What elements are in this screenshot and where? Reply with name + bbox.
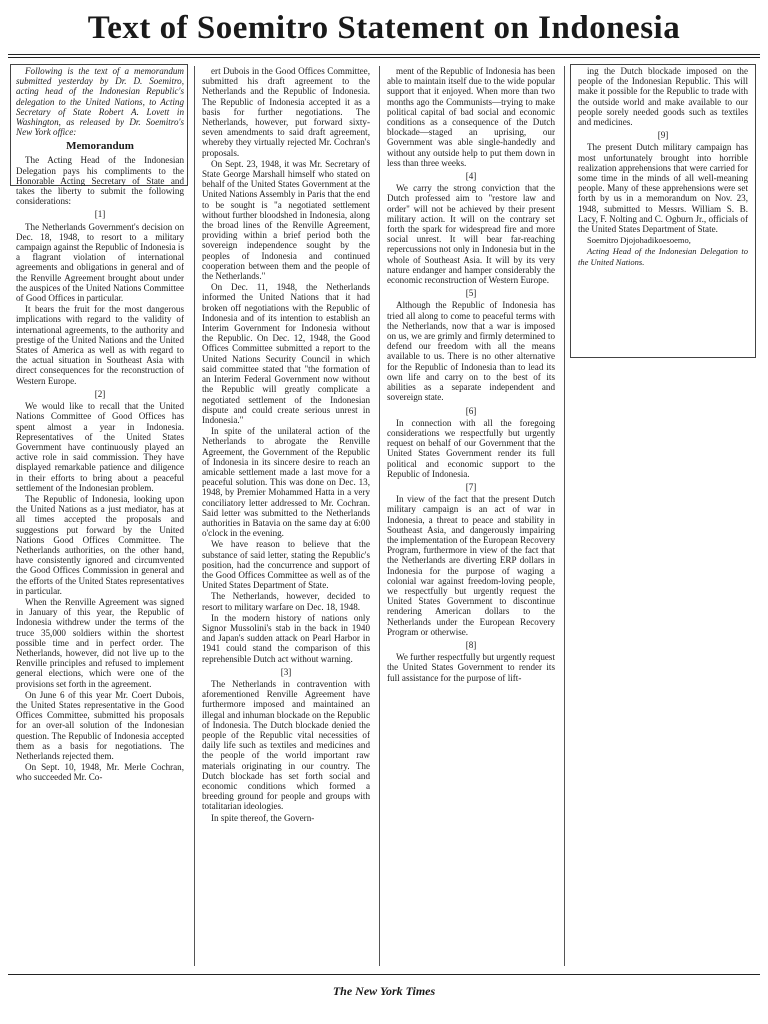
section-number: [4] [465,171,477,182]
paragraph: In spite thereof, the Govern- [211,812,315,823]
top-rule [8,54,760,55]
paragraph: On Sept. 23, 1948, it was Mr. Secretary of State George Marshall himself who stated on behalf of the United States Government at the United Nations Assembly in Paris that the end to be sought is "a negotiated settlement without further bloodshed in Indonesia, along the broad lines of the Renville Agreement, providing within a brief period both the sovereign independence sought by the peoples of Indonesia and continued cooperation between them and the people of the Netherlands." [202,158,370,282]
section-number: [6] [465,405,477,416]
section-number: [9] [657,130,669,141]
paragraph: We carry the strong conviction that the Dutch professed aim to "restore law and order" will not be achieved by their present military action. It will on the contrary set forth the spark for widespread fire and more social unrest. It will bear far-reaching repercussions not only in Indonesia but in the whole of Southeast Asia. It will by its very nature endanger and hamper considerably the economic reconstruction of Western Europe. [387,183,555,286]
paragraph: It bears the fruit for the most dangerous implications with regard to the validity of international agreements, to the authority and prestige of the United Nations and the United States of America as well as with regard to the actual situation in Southeast Asia with direct consequences for the reconstruction of Western Europe. [16,304,184,386]
section-number: [2] [94,388,106,399]
paragraph: On Dec. 11, 1948, the Netherlands informed the United Nations that it had broken off negotiations with the Republic of Indonesia and of its intention to establish an Interim Government for Indonesia without the Republic. On Dec. 12, 1948, the Good Offices Committee submitted a report to the United Nations Security Council in which said committee stated that "the formation of an Interim Federal Government now without the Republic will greatly complicate a negotiated settlement of the Indonesian dispute and could create serious unrest in Indonesia." [202,282,370,425]
paragraph: On June 6 of this year Mr. Coert Dubois, the United States representative in the Good Offices Committee, submitted his proposals for an over-all solution of the Indonesian question. The Republic of Indonesia accepted them as a basis for negotiations. The Netherlands rejected them. [16,689,184,761]
headline: Text of Soemitro Statement on Indonesia [87,10,681,46]
column-1 [16,66,184,971]
section-number: [5] [465,288,477,299]
paragraph: The Netherlands, however, decided to resort to military warfare on Dec. 18, 1948. [202,591,370,612]
paragraph: We would like to recall that the United Nations Committee of Good Offices has spent almost a year in Indonesia. Representatives of the United States Government have continuously played an active role in said commission. They have displayed remarkable patience and diligence in their efforts to bring about a peaceful settlement of the Indonesian problem. [16,401,184,493]
signature-title: Acting Head of the Indonesian Delegation to the United Nations. [578,246,748,267]
paragraph: The Republic of Indonesia, looking upon the United Nations as a just mediator, has at all times accepted the proposals and suggestions put forward by the United Nations Good Offices Committee. The Netherlands authorities, on the other hand, have consistently ignored and circumvented the Good Offices Commission in general and the efforts of the United States representatives in particular. [16,493,184,596]
column-divider [379,66,380,966]
bottom-rule [8,974,760,975]
paragraph: Although the Republic of Indonesia has tried all along to come to peaceful terms with the Netherlands, now that a war is imposed on us, we are grimly and firmly determined to defend our freedom with all the means available to us. There is no other alternative for the Republic of Indonesia than to lead its own life and carry on to the best of its abilities as a separate independent and sovereign state. [387,300,555,403]
section-heading: Memorandum [66,140,134,153]
paragraph: ment of the Republic of Indonesia has been able to maintain itself due to the wide popular support that it enjoyed. When more than two months ago the Communists—trying to make political capital of bad social and economic conditions as a consequence of the Dutch blockade—staged an uprising, our Government was able single-handedly and without any outside help to put them down in less than three weeks. [387,66,555,168]
paragraph: In the modern history of nations only Signor Mussolini's stab in the back in 1940 and Japan's sudden attack on Pearl Harbor in 1941 could stand the comparison of this reprehensible Dutch act without warning. [202,612,370,664]
intro-paragraph: Following is the text of a memorandum submitted yesterday by Dr. D. Soemitro, acting head of the Indonesian Republic's delegation to the United Nations, to Acting Secretary of State Robert A. Lovett in Washington, as released by Dr. Soemitro's New York office: [16,66,184,138]
paragraph: In spite of the unilateral action of the Netherlands to abrogate the Renville Agreement, the Government of the Republic of Indonesia in its sincere desire to reach an amicable settlement made a last move for a peaceful solution. This was done on Dec. 13, 1948, by Premier Mohammed Hatta in a very conciliatory letter addressed to Mr. Cochran. Said letter was submitted to the Netherlands authorities in Batavia on the same day at 6:00 o'clock in the evening. [202,426,370,539]
paragraph: The Netherlands in contravention with aforementioned Renville Agreement have furthermore imposed and maintained an illegal and inhuman blockade on the Republic of Indonesia. The Dutch blockade denied the people of the Republic vital necessities of daily life such as textiles and medicines and the people of the world important raw materials originating in our country. The Dutch blockade has set forth social and economic conditions which formed a breeding ground for people and groups with totalitarian ideologies. [202,678,370,812]
paragraph: We have reason to believe that the substance of said letter, stating the Republic's position, had the concurrence and support of the Good Offices Committee as well as of the United States Department of State. [202,539,370,591]
paragraph: When the Renville Agreement was signed in January of this year, the Republic of Indonesia withdrew under the terms of the truce 35,000 soldiers within the shortest possible time and in perfect order. The Netherlands, however, did not live up to the Renville principles and refused to implement general elections, which were one of the provisions set forth in the agreement. [16,596,184,689]
publication-credit: The New York Times [332,984,436,998]
paragraph: ert Dubois in the Good Offices Committee, submitted his draft agreement to the Netherlands and the Republic of Indonesia. The Republic of Indonesia accepted it as a basis for further negotiations. The Netherlands, however, put forward sixty-seven amendments to said draft agreement, whereby they virtually rejected Mr. Cochran's proposals. [202,66,370,158]
paragraph: The Acting Head of the Indonesian Delegation pays his compliments to the Honorable Acting Secretary of State and takes the liberty to submit the following considerations: [16,155,184,207]
section-number: [8] [465,639,477,650]
column-2 [202,66,370,971]
column-divider [564,66,565,966]
section-number: [3] [280,666,292,677]
section-number: [1] [94,209,106,220]
signature-name: Soemitro Djojohadikoesoemo, [587,235,691,246]
column-4 [578,66,748,356]
section-number: [7] [465,481,477,492]
paragraph: ing the Dutch blockade imposed on the people of the Indonesian Republic. This will make it possible for the Republic to trade with the outside world and make available to our people sorely needed goods such as textiles and medicines. [578,66,748,128]
paragraph: We further respectfully but urgently request the United States Government to render its full assistance for the purpose of lift- [387,652,555,683]
paragraph: In view of the fact that the present Dutch military campaign is an act of war in Indonesia, a threat to peace and stability in Southeast Asia, and dangerously impairing the implementation of the European Recovery Program, furthermore in view of the fact that the Netherlands are diverting ERP dollars in Indonesia for the purpose of waging a colonial war against freedom-loving people, we respectfully but urgently request the United States Government to discontinue rendering American dollars to the Netherlands under the European Recovery Program or otherwise. [387,494,555,637]
column-3 [387,66,555,971]
paragraph: On Sept. 10, 1948, Mr. Merle Cochran, who succeeded Mr. Co- [16,762,184,783]
column-divider [194,66,195,966]
paragraph: In connection with all the foregoing considerations we respectfully but urgently request on behalf of our Government that the United States Government render its full political and economic support to the Republic of Indonesia. [387,417,555,479]
paragraph: The Netherlands Government's decision on Dec. 18, 1948, to resort to a military campaign against the Republic of Indonesia is a flagrant violation of international agreements and obligations in general and of the Renville Agreement brought about under the auspices of the United Nations Committee of Good Offices in particular. [16,221,184,304]
top-rule-2 [8,57,760,58]
paragraph: The present Dutch military campaign has most unfortunately brought into horrible realization apprehensions that were carried for some time in the minds of all well-meaning people. Many of these apprehensions were set forth by us in a memorandum on Nov. 23, 1948, submitted to Messrs. William S. B. Lacy, F. Nolting and C. Ogburn Jr., officials of the United States Department of State. [578,142,748,235]
